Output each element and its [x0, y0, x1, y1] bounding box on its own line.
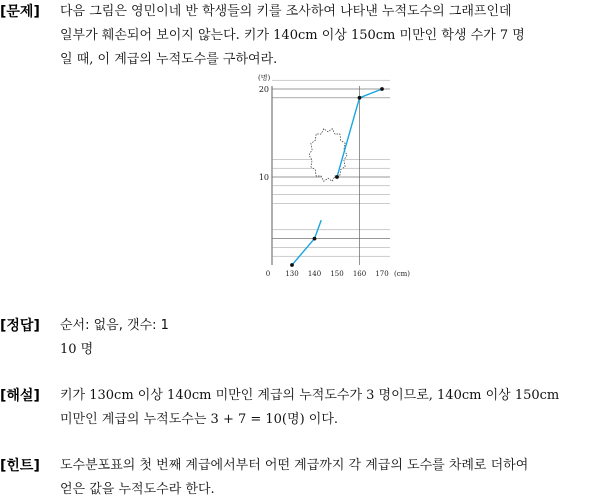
answer-text — [60, 314, 590, 362]
problem-label: [문제] — [0, 4, 40, 20]
x-axis-label: (cm) — [393, 270, 411, 278]
cumulative-frequency-graph — [252, 72, 412, 278]
damaged-region — [309, 129, 347, 182]
x-tick-label: 130 — [285, 270, 299, 278]
problem-line: 다음 그림은 영민이네 반 학생들의 키를 조사하여 나타낸 누적도수의 그래프인데 — [60, 4, 512, 19]
problem-line: 일 때, 이 계급의 누적도수를 구하여라. — [60, 52, 278, 67]
data-point — [358, 96, 362, 100]
explanation-line: 키가 130cm 이상 140cm 미만인 계급의 누적도수가 3 명이므로, 140cm 이상 150cm — [60, 388, 560, 403]
problem-line: 일부가 훼손되어 보이지 않는다. 키가 140cm 이상 150cm 미만인 학생 수가 7 명 — [60, 28, 525, 43]
data-point — [313, 237, 317, 241]
answer-meta: 순서: 없음, 갯수: 1 — [60, 318, 169, 333]
data-point — [290, 263, 294, 267]
explanation-label: [해설] — [0, 388, 40, 404]
series-line-segment — [292, 239, 315, 265]
hint-text — [60, 454, 590, 502]
answer-label: [정답] — [0, 318, 40, 334]
y-axis-label: (명) — [258, 74, 271, 82]
explanation-line: 미만인 계급의 누적도수는 3 + 7 = 10(명) 이다. — [60, 412, 339, 427]
explanation-text — [60, 384, 590, 432]
x-tick-label: 140 — [307, 270, 322, 278]
x-tick-label: 150 — [330, 270, 344, 278]
hint-line: 도수분포표의 첫 번째 계급에서부터 어떤 계급까지 각 계급의 도수를 차례로 더하여 — [60, 458, 529, 473]
data-point — [380, 87, 384, 91]
data-point — [335, 175, 339, 179]
problem-text — [60, 0, 590, 72]
x-tick-label: 160 — [352, 270, 367, 278]
answer-value: 10 명 — [60, 342, 94, 357]
hint-label: [힌트] — [0, 458, 40, 474]
series-line-segment — [360, 89, 383, 98]
x-tick-label: 170 — [375, 270, 389, 278]
x-tick-label: 0 — [265, 270, 271, 278]
hint-line: 얻은 값을 누적도수라 한다. — [60, 482, 215, 497]
y-tick-label: 20 — [258, 85, 269, 94]
series-line-segment — [315, 220, 322, 238]
y-tick-label: 10 — [258, 173, 269, 182]
